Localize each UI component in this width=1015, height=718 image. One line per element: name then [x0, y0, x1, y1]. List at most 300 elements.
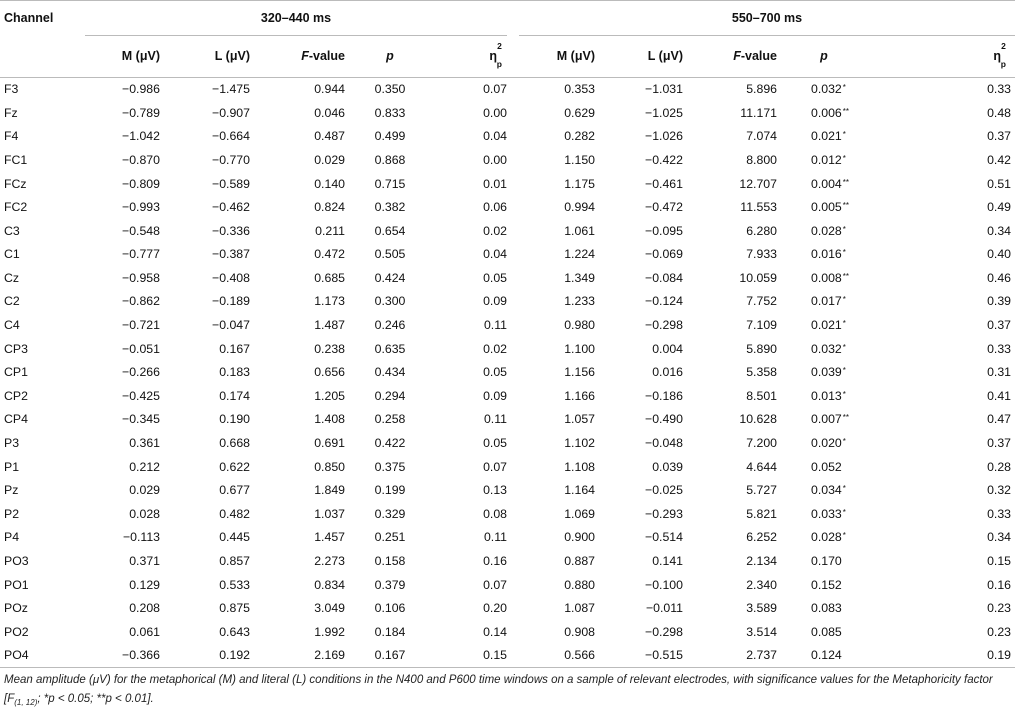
eta-value-cell: 0.15 [987, 554, 1011, 569]
p-value: 0.013 [811, 388, 842, 403]
table-row [0, 620, 1015, 644]
m-value-cell: 1.175 [564, 176, 595, 191]
table-row [0, 125, 1015, 149]
column-header-l: L (μV) [160, 36, 250, 78]
eta-value-cell: 0.13 [483, 483, 507, 498]
f-value-cell: 3.514 [746, 624, 777, 639]
m-value-cell: 1.150 [564, 152, 595, 167]
channel-cell: FCz [4, 176, 27, 191]
p-value-cell [777, 148, 871, 172]
eta-value-cell: 0.02 [483, 223, 507, 238]
eta-value-cell: 0.48 [987, 105, 1011, 120]
eta-value-cell: 0.05 [483, 365, 507, 380]
m-value-cell: −0.345 [122, 412, 160, 427]
column-header-eta: $\eta^2_p$ [435, 36, 507, 78]
eta-value-cell: 0.19 [871, 644, 1015, 668]
m-value-cell: 0.900 [564, 530, 595, 545]
table-row [0, 479, 1015, 503]
significance-mark: ** [842, 271, 850, 281]
channel-cell: P3 [4, 436, 20, 451]
f-value-cell: 2.737 [683, 644, 777, 668]
f-value-cell: 0.656 [314, 365, 345, 380]
eta-value-cell: 0.23 [987, 624, 1011, 639]
gap-cell [507, 597, 519, 621]
table-row [0, 526, 1015, 550]
p-value: 0.170 [811, 554, 842, 569]
l-value-cell: 0.643 [219, 624, 250, 639]
eta-value-cell: 0.20 [483, 601, 507, 616]
gap-cell [507, 526, 519, 550]
column-header-p: p [345, 36, 435, 78]
f-value-cell: 1.173 [314, 294, 345, 309]
p-value: 0.008 [811, 270, 842, 285]
p-value: 0.039 [811, 365, 842, 380]
p-value: 0.032 [811, 341, 842, 356]
eta-value-cell: 0.47 [987, 412, 1011, 427]
p-value: 0.032 [811, 82, 842, 97]
table-row [0, 219, 1015, 243]
channel-cell: Pz [4, 483, 19, 498]
channel-cell: CP3 [4, 341, 28, 356]
column-header-p: p [777, 36, 871, 78]
eta-value-cell: 0.33 [987, 506, 1011, 521]
p-value: 0.083 [811, 601, 842, 616]
eta-value-cell: 0.34 [987, 223, 1011, 238]
eta-value-cell: 0.31 [987, 365, 1011, 380]
table-row [0, 78, 1015, 102]
l-value-cell: −1.026 [645, 129, 683, 144]
gap-cell [507, 125, 519, 149]
f-value-cell: 5.358 [746, 365, 777, 380]
channel-cell: PO1 [4, 577, 29, 592]
p-value: 0.012 [811, 152, 842, 167]
eta-value-cell: 0.40 [987, 247, 1011, 262]
f-value-cell: 1.408 [314, 412, 345, 427]
f-value-cell: 0.046 [314, 105, 345, 120]
f-value-cell: 0.691 [314, 436, 345, 451]
f-value-cell: 8.501 [746, 388, 777, 403]
group-header-p600: 550–700 ms [519, 1, 1015, 36]
gap-cell [507, 361, 519, 385]
l-value-cell: −0.514 [645, 530, 683, 545]
p-value: 0.033 [811, 506, 842, 521]
p-value-cell [777, 526, 871, 550]
channel-cell: C1 [4, 247, 20, 262]
l-value-cell: −0.907 [212, 105, 250, 120]
eta-value-cell: 0.07 [483, 577, 507, 592]
gap-cell [507, 195, 519, 219]
channel-cell: CP1 [4, 365, 28, 380]
l-value-cell: 0.857 [219, 554, 250, 569]
f-value-cell: 3.049 [314, 601, 345, 616]
eta-value-cell: 0.16 [987, 577, 1011, 592]
eta-value-cell: 0.11 [483, 530, 507, 545]
m-value-cell: −0.862 [122, 294, 160, 309]
table-body [0, 78, 1015, 668]
table-caption: Mean amplitude (μV) for the metaphorical (M) and literal (L) conditions in the N400 and P600 time windows on a sample of relevant electrodes, with significance values for the Metaphoricity factor [$F_{(1, 12)}$; *p < 0.05; **p < 0.01]. [4, 674, 993, 707]
l-value-cell: −1.025 [645, 105, 683, 120]
f-value-cell: 2.273 [314, 554, 345, 569]
f-value-cell: 0.685 [314, 270, 345, 285]
p-value-cell: 0.258 [374, 412, 406, 427]
p-value-cell: 0.184 [374, 624, 406, 639]
p-value: 0.028 [811, 223, 842, 238]
gap-cell [507, 431, 519, 455]
m-value-cell: −0.548 [122, 223, 160, 238]
gap-cell [507, 479, 519, 503]
m-value-cell: 0.371 [129, 554, 160, 569]
l-value-cell: 0.192 [160, 644, 250, 668]
m-value-cell: 0.887 [564, 554, 595, 569]
table-row [0, 266, 1015, 290]
l-value-cell: −0.025 [645, 483, 683, 498]
m-value-cell: 0.980 [564, 318, 595, 333]
m-value-cell: 1.156 [564, 365, 595, 380]
m-value-cell: 0.208 [129, 601, 160, 616]
p-value-cell: 0.199 [374, 483, 406, 498]
eta-value-cell: 0.09 [483, 294, 507, 309]
table-row [0, 361, 1015, 385]
l-value-cell: −0.422 [645, 152, 683, 167]
f-value-cell: 7.109 [746, 318, 777, 333]
m-value-cell: 0.029 [129, 483, 160, 498]
eta-value-cell: 0.15 [435, 644, 507, 668]
p-value-cell: 0.167 [345, 644, 435, 668]
l-value-cell: −0.461 [645, 176, 683, 191]
eta-value-cell: 0.01 [483, 176, 507, 191]
f-value-cell: 0.944 [314, 82, 345, 97]
eta-value-cell: 0.11 [483, 318, 507, 333]
l-value-cell: 0.004 [652, 341, 683, 356]
m-value-cell: 0.566 [519, 644, 595, 668]
group-gap [507, 1, 519, 36]
f-value-cell: 5.821 [746, 506, 777, 521]
p-value: 0.124 [811, 648, 842, 663]
p-value-cell: 0.382 [374, 200, 406, 215]
eta-value-cell: 0.28 [987, 459, 1011, 474]
f-value-cell: 0.824 [314, 200, 345, 215]
table-row [0, 644, 1015, 668]
f-value-cell: 2.340 [746, 577, 777, 592]
column-header-m: M (μV) [519, 36, 595, 78]
m-value-cell: −0.809 [122, 176, 160, 191]
channel-cell: P1 [4, 459, 20, 474]
m-value-cell: 1.102 [564, 436, 595, 451]
l-value-cell: −0.589 [212, 176, 250, 191]
gap-cell [507, 78, 519, 102]
l-value-cell: 0.668 [219, 436, 250, 451]
column-header-f: F-value [683, 36, 777, 78]
channel-cell: PO4 [0, 644, 85, 668]
channel-cell: CP4 [4, 412, 28, 427]
column-header-gap [507, 36, 519, 78]
channel-cell: CP2 [4, 388, 28, 403]
m-value-cell: 0.361 [129, 436, 160, 451]
m-value-cell: −0.870 [122, 152, 160, 167]
l-value-cell: 0.875 [219, 601, 250, 616]
eta-value-cell: 0.00 [483, 152, 507, 167]
p-value-cell: 0.422 [374, 436, 406, 451]
gap-cell [507, 408, 519, 432]
f-value-cell: 2.134 [746, 554, 777, 569]
p-value-cell [777, 172, 871, 196]
p-value: 0.152 [811, 577, 842, 592]
eta-value-cell: 0.07 [483, 459, 507, 474]
p-value-cell [777, 266, 871, 290]
l-value-cell: −0.515 [595, 644, 683, 668]
p-value-cell [777, 337, 871, 361]
p-value-cell [777, 620, 871, 644]
p-value-cell: 0.350 [374, 82, 406, 97]
column-header-m: M (μV) [85, 36, 160, 78]
p-value: 0.006 [811, 105, 842, 120]
p-value-cell [777, 502, 871, 526]
l-value-cell: 0.677 [219, 483, 250, 498]
f-value-cell: 0.238 [314, 341, 345, 356]
eta-value-cell: 0.49 [987, 200, 1011, 215]
p-value-cell: 0.654 [374, 223, 406, 238]
table-row [0, 597, 1015, 621]
channel-cell: FC1 [4, 152, 28, 167]
f-value-cell: 0.472 [314, 247, 345, 262]
m-value-cell: 1.061 [564, 223, 595, 238]
p-value-cell [777, 78, 871, 102]
m-value-cell: 0.028 [129, 506, 160, 521]
l-value-cell: −0.472 [645, 200, 683, 215]
m-value-cell: −0.113 [122, 530, 160, 545]
m-value-cell: 1.233 [564, 294, 595, 309]
p-value: 0.021 [811, 129, 842, 144]
f-value-cell: 5.896 [746, 82, 777, 97]
f-value-cell: 8.800 [746, 152, 777, 167]
m-value-cell: −0.721 [122, 318, 160, 333]
m-value-cell: −1.042 [122, 129, 160, 144]
p-value: 0.017 [811, 294, 842, 309]
m-value-cell: 1.224 [564, 247, 595, 262]
f-value-cell: 7.933 [746, 247, 777, 262]
l-value-cell: −0.336 [212, 223, 250, 238]
f-value-cell: 3.589 [746, 601, 777, 616]
gap-cell [507, 455, 519, 479]
m-value-cell: 0.353 [564, 82, 595, 97]
f-value-cell: 0.029 [314, 152, 345, 167]
p-value-cell [777, 644, 871, 668]
significance-mark: * [842, 295, 846, 305]
significance-mark: * [842, 507, 846, 517]
p-value-cell [777, 195, 871, 219]
eta-value-cell: 0.37 [987, 129, 1011, 144]
f-value-cell: 5.727 [746, 483, 777, 498]
f-value-cell: 4.644 [746, 459, 777, 474]
gap-cell [507, 172, 519, 196]
eta-value-cell: 0.09 [483, 388, 507, 403]
table-row [0, 148, 1015, 172]
gap-cell [507, 384, 519, 408]
eta-value-cell: 0.46 [987, 270, 1011, 285]
p-value: 0.004 [811, 176, 842, 191]
channel-cell: F3 [4, 82, 19, 97]
f-value-cell: 5.890 [746, 341, 777, 356]
significance-mark: * [842, 248, 846, 258]
eta-value-cell: 0.08 [483, 506, 507, 521]
p-value: 0.028 [811, 530, 842, 545]
gap-cell [507, 243, 519, 267]
table-row [0, 573, 1015, 597]
significance-mark: * [842, 437, 846, 447]
table-row [0, 290, 1015, 314]
table-row [0, 101, 1015, 125]
p-value-cell: 0.251 [374, 530, 406, 545]
m-value-cell: −0.051 [122, 341, 160, 356]
f-value-cell: 11.553 [740, 200, 777, 215]
gap-cell [507, 101, 519, 125]
l-value-cell: −0.011 [645, 601, 683, 616]
gap-cell [507, 266, 519, 290]
column-header-l: L (μV) [595, 36, 683, 78]
column-header-row [0, 36, 1015, 78]
p-value-cell: 0.246 [374, 318, 406, 333]
p-value: 0.005 [811, 200, 842, 215]
gap-cell [507, 337, 519, 361]
table-row [0, 337, 1015, 361]
p-value: 0.007 [811, 412, 842, 427]
channel-cell: Fz [4, 105, 18, 120]
eta-value-cell: 0.33 [987, 341, 1011, 356]
f-value-cell: 1.487 [314, 318, 345, 333]
eta-value-cell: 0.34 [987, 530, 1011, 545]
m-value-cell: 0.629 [564, 105, 595, 120]
l-value-cell: −0.069 [645, 247, 683, 262]
table-row [0, 431, 1015, 455]
table-row [0, 549, 1015, 573]
p-value-cell [777, 431, 871, 455]
l-value-cell: −0.408 [212, 270, 250, 285]
m-value-cell: 1.087 [564, 601, 595, 616]
channel-cell: P2 [4, 506, 20, 521]
significance-mark: * [842, 389, 846, 399]
l-value-cell: 0.622 [219, 459, 250, 474]
gap-cell [507, 290, 519, 314]
eta-value-cell: 0.05 [483, 436, 507, 451]
f-value-cell: 0.140 [314, 176, 345, 191]
significance-mark: ** [842, 106, 850, 116]
p-value: 0.021 [811, 318, 842, 333]
l-value-cell: −0.770 [212, 152, 250, 167]
f-value-cell: 0.834 [314, 577, 345, 592]
l-value-cell: −1.031 [645, 82, 683, 97]
m-value-cell: 0.061 [129, 624, 160, 639]
table-row [0, 455, 1015, 479]
p-value-cell: 0.106 [374, 601, 406, 616]
f-value-cell: 11.171 [740, 105, 777, 120]
eta-value-cell: 0.51 [987, 176, 1011, 191]
p-value: 0.052 [811, 459, 842, 474]
l-value-cell: −0.293 [645, 506, 683, 521]
m-value-cell: −0.789 [122, 105, 160, 120]
f-value-cell: 0.850 [314, 459, 345, 474]
l-value-cell: −0.186 [645, 388, 683, 403]
p-value: 0.034 [811, 483, 842, 498]
significance-mark: ** [842, 413, 850, 423]
p-value-cell: 0.375 [374, 459, 406, 474]
f-value-cell: 7.200 [746, 436, 777, 451]
p-value-cell [777, 101, 871, 125]
p-value-cell: 0.505 [374, 247, 406, 262]
m-value-cell: 1.100 [564, 341, 595, 356]
m-value-cell: 1.164 [564, 483, 595, 498]
table-row [0, 313, 1015, 337]
l-value-cell: −0.095 [645, 223, 683, 238]
significance-mark: ** [842, 177, 850, 187]
f-value-cell: 7.752 [746, 294, 777, 309]
channel-cell: FC2 [4, 200, 28, 215]
channel-cell: C2 [4, 294, 20, 309]
gap-cell [507, 502, 519, 526]
l-value-cell: 0.533 [219, 577, 250, 592]
eta-value-cell: 0.05 [483, 270, 507, 285]
m-value-cell: 0.282 [564, 129, 595, 144]
m-value-cell: −0.993 [122, 200, 160, 215]
significance-mark: * [842, 531, 846, 541]
p-value-cell [777, 479, 871, 503]
table-row [0, 502, 1015, 526]
channel-cell: P4 [4, 530, 20, 545]
l-value-cell: −0.298 [645, 624, 683, 639]
gap-cell [507, 148, 519, 172]
significance-mark: * [842, 342, 846, 352]
p-value-cell [777, 219, 871, 243]
m-value-cell: −0.958 [122, 270, 160, 285]
gap-cell [507, 313, 519, 337]
gap-cell [507, 620, 519, 644]
p-value-cell [777, 597, 871, 621]
l-value-cell: −0.048 [645, 436, 683, 451]
significance-mark: * [842, 366, 846, 376]
table-row [0, 384, 1015, 408]
table-row [0, 195, 1015, 219]
significance-mark: ** [842, 201, 850, 211]
m-value-cell: 1.069 [564, 506, 595, 521]
f-value-cell: 10.059 [739, 270, 777, 285]
group-header-row [0, 1, 1015, 36]
l-value-cell: −0.189 [212, 294, 250, 309]
m-value-cell: −0.777 [122, 247, 160, 262]
l-value-cell: 0.174 [219, 388, 250, 403]
p-value-cell: 0.300 [374, 294, 406, 309]
f-value-cell: 2.169 [250, 644, 345, 668]
eta-value-cell: 0.39 [987, 294, 1011, 309]
channel-cell: PO2 [4, 624, 29, 639]
eta-value-cell: 0.02 [483, 341, 507, 356]
eta-value-cell: 0.42 [987, 152, 1011, 167]
p-value-cell [777, 549, 871, 573]
significance-mark: * [842, 224, 846, 234]
m-value-cell: 1.108 [564, 459, 595, 474]
l-value-cell: −0.084 [645, 270, 683, 285]
channel-cell: F4 [4, 129, 19, 144]
significance-mark: * [842, 484, 846, 494]
p-value-cell [777, 243, 871, 267]
p-value-cell [777, 573, 871, 597]
eta-value-cell: 0.00 [483, 105, 507, 120]
l-value-cell: 0.016 [652, 365, 683, 380]
l-value-cell: 0.141 [652, 554, 683, 569]
eta-value-cell: 0.04 [483, 247, 507, 262]
gap-cell [507, 573, 519, 597]
table-row [0, 243, 1015, 267]
significance-mark: * [842, 130, 846, 140]
f-value-cell: 6.280 [746, 223, 777, 238]
